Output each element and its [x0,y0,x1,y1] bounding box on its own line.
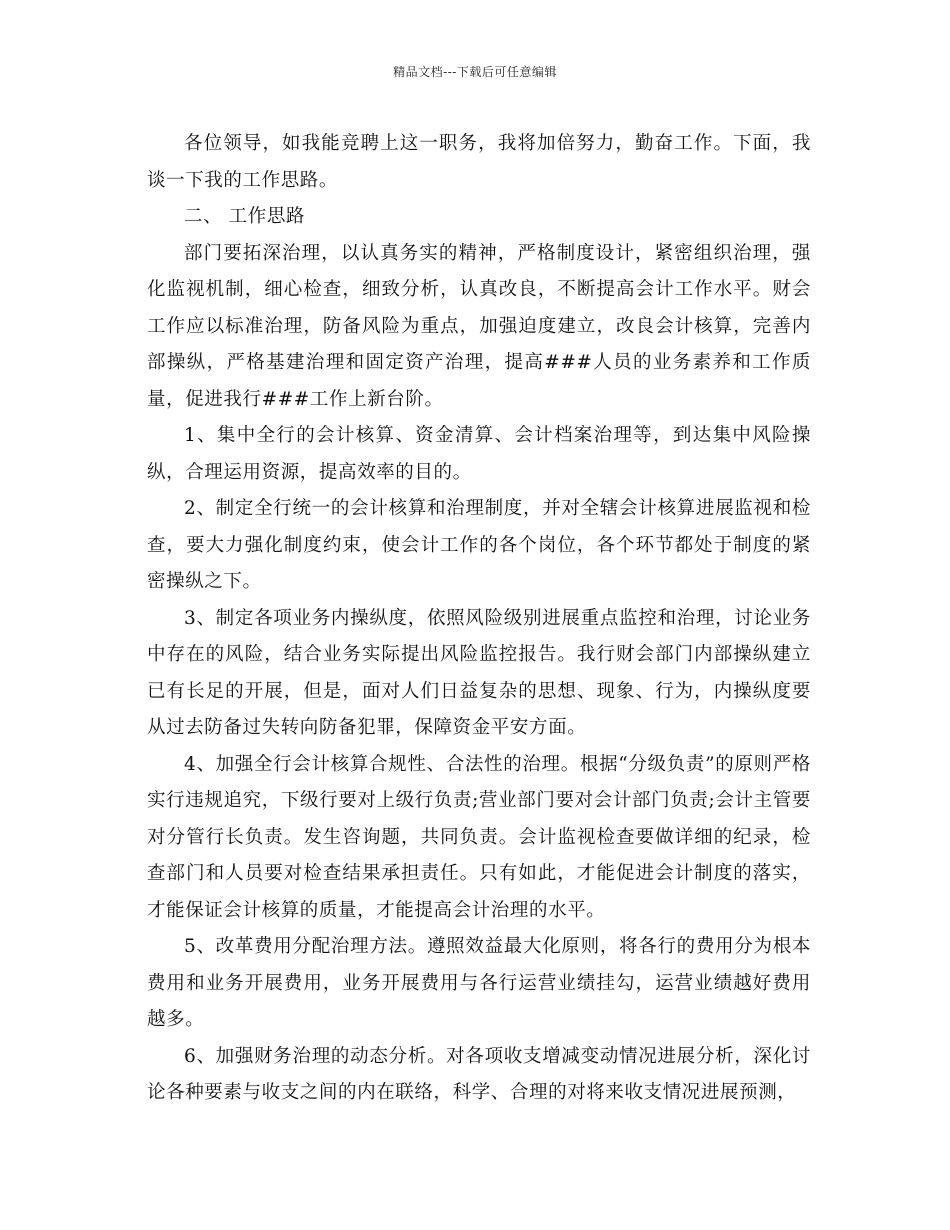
page-header: 精品文档---下载后可任意编辑 [393,65,557,79]
list-item-4: 4、加强全行会计核算合规性、合法性的治理。根据“分级负责”的原则严格实行违规追究，下级行要对上级行负责;营业部门要对会计部门负责;会计主管要对分管行长负责。发生咨询题，共同负责。会计监视检查要做详细的纪录，检查部门和人员要对检查结果承担责任。只有如此，才能促进会计制度的落实，才能保证会计核算的质量，才能提高会计治理的水平。 [147,753,811,921]
list-item-2: 2、制定全行统一的会计核算和治理制度，并对全辖会计核算进展监视和检查，要大力强化制度约束，使会计工作的各个岗位，各个环节都处于制度的紧密操纵之下。 [147,498,811,592]
list-item-1: 1、集中全行的会计核算、资金清算、会计档案治理等，到达集中风险操纵，合理运用资源，提高效率的目的。 [147,425,811,483]
document-body [147,126,811,1112]
list-item-3: 3、制定各项业务内操纵度，依照风险级别进展重点监控和治理，讨论业务中存在的风险，结合业务实际提出风险监控报告。我行财会部门内部操纵建立已有长足的开展，但是，面对人们日益复杂的思想、现象、行为，内操纵度要从过去防备过失转向防备犯罪，保障资金平安方面。 [147,607,811,738]
list-item-6: 6、加强财务治理的动态分析。对各项收支增减变动情况进展分析，深化讨论各种要素与收支之间的内在联络，科学、合理的对将来收支情况进展预测， [147,1045,811,1103]
list-item-5: 5、改革费用分配治理方法。遵照效益最大化原则，将各行的费用分为根本费用和业务开展费用，业务开展费用与各行运营业绩挂勾，运营业绩越好费用越多。 [147,936,811,1030]
section-heading: 二、 工作思路 [184,206,306,227]
paragraph-overview: 部门要拓深治理，以认真务实的精神，严格制度设计，紧密组织治理，强化监视机制，细心检查，细致分析，认真改良，不断提高会计工作水平。财会工作应以标准治理，防备风险为重点，加强迫度建立，改良会计核算，完善内部操纵，严格基建治理和固定资产治理，提高###人员的业务素养和工作质量，促进我行###工作上新台阶。 [147,242,811,410]
paragraph-intro: 各位领导，如我能竞聘上这一职务，我将加倍努力，勤奋工作。下面，我谈一下我的工作思路。 [147,133,811,191]
